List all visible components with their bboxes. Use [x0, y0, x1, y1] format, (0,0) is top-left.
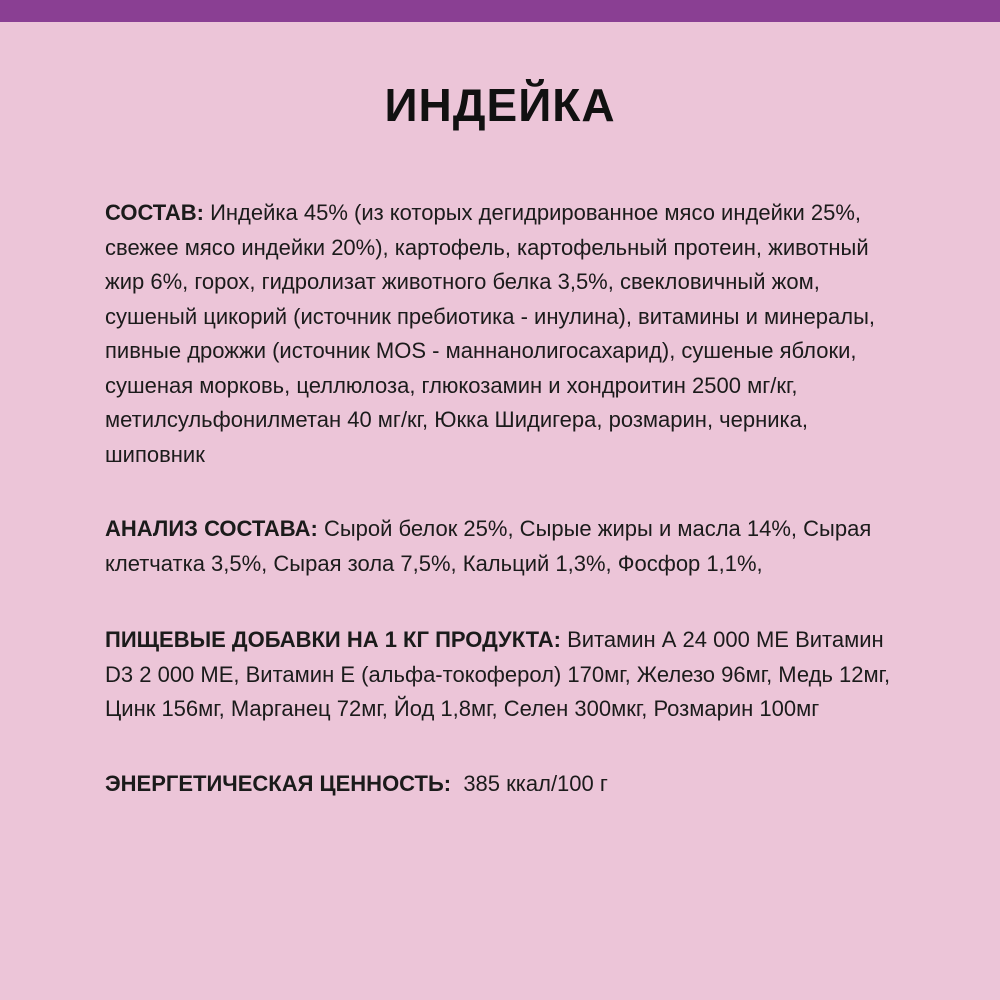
page-title: ИНДЕЙКА — [384, 79, 616, 131]
additives-label: ПИЩЕВЫЕ ДОБАВКИ НА 1 КГ ПРОДУКТА: — [105, 627, 561, 652]
composition-text: Индейка 45% (из которых дегидрированное мясо индейки 25%, свежее мясо индейки 20%), картофель, картофельный протеин, животный жир 6%, горох, гидролизат животного белка 3,5%, свекловичный жом, сушеный цикорий (источник пребиотика - инулина), витамины и минералы, пивные дрожжи (источник MOS - маннанолигосахарид), сушеные яблоки, сушеная морковь, целлюлоза, глюкозамин и хондроитин 2500 мг/кг, метилсульфонилметан 40 мг/кг, Юкка Шидигера, розмарин, черника, шиповник — [105, 200, 876, 467]
composition-section — [105, 196, 905, 472]
product-info — [105, 196, 905, 801]
energy-section — [105, 767, 905, 802]
analysis-label: АНАЛИЗ СОСТАВА: — [105, 516, 318, 541]
top-accent-bar — [0, 0, 1000, 22]
energy-text: 385 ккал/100 г — [451, 770, 608, 796]
additives-text: Витамин А 24 000 МЕ Витамин D3 2 000 МЕ, Витамин Е (альфа-токоферол) 170мг, Железо 96мг, Медь 12мг, Цинк 156мг, Марганец 72мг, Йод 1,8мг, Селен 300мкг, Розмарин 100мг — [105, 627, 891, 721]
composition-label: СОСТАВ: — [105, 200, 204, 225]
analysis-text: Сырой белок 25%, Сырые жиры и масла 14%, Сырая клетчатка 3,5%, Сырая зола 7,5%, Кальций 1,3%, Фосфор 1,1%, — [105, 516, 872, 576]
energy-label: ЭНЕРГЕТИЧЕСКАЯ ЦЕННОСТЬ: — [105, 770, 452, 796]
analysis-section — [105, 512, 905, 581]
additives-section — [105, 623, 905, 727]
